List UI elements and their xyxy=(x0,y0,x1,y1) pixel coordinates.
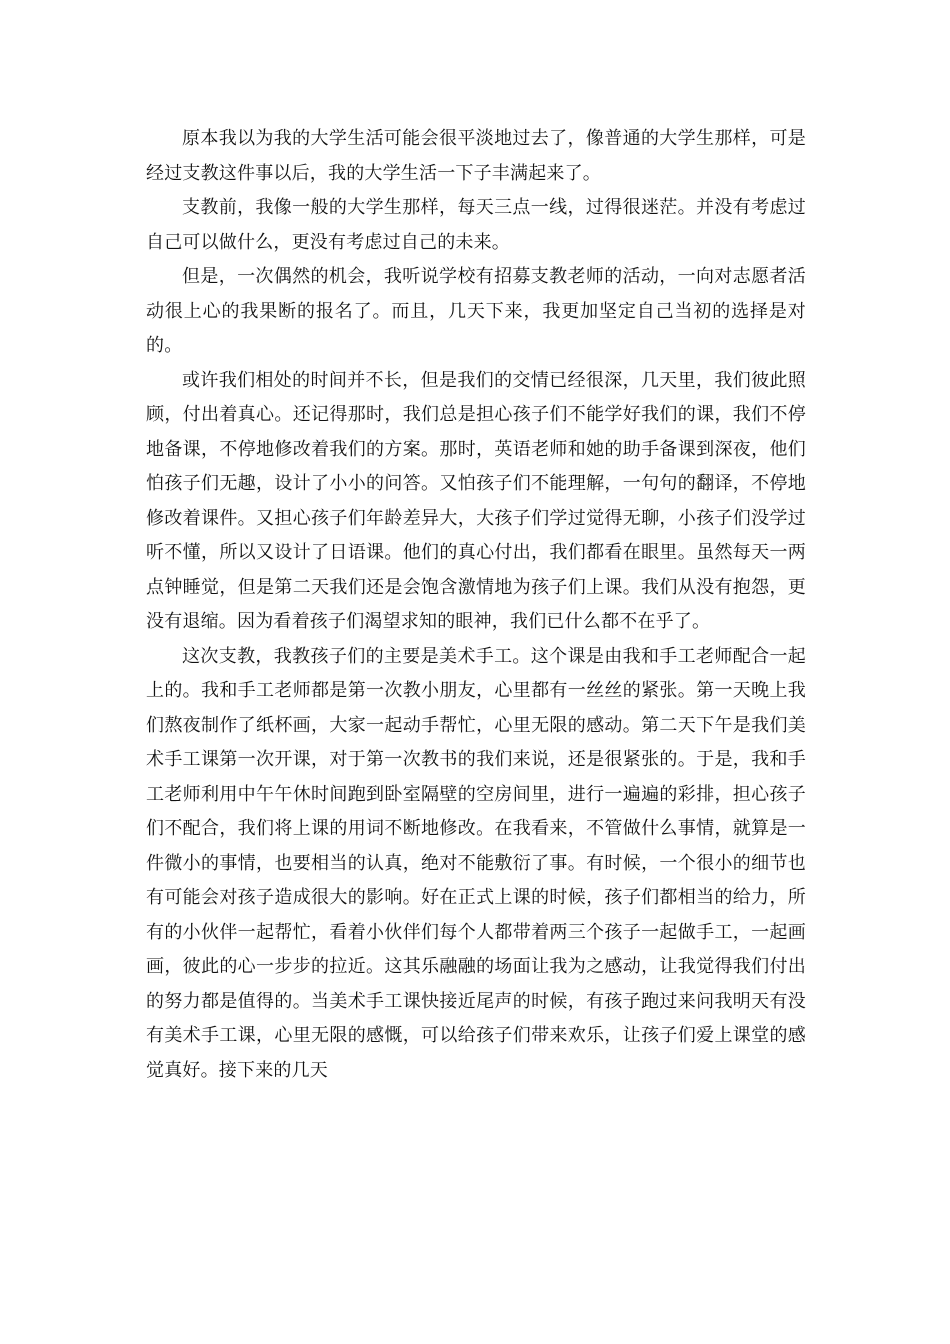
paragraph-1: 原本我以为我的大学生活可能会很平淡地过去了，像普通的大学生那样，可是经过支教这件事以后，我的大学生活一下子丰满起来了。 xyxy=(146,128,806,184)
paragraph-5: 这次支教，我教孩子们的主要是美术手工。这个课是由我和手工老师配合一起上的。我和手工老师都是第一次教小朋友，心里都有一丝丝的紧张。第一天晚上我们熬夜制作了纸杯画，大家一起动手帮忙，心里无限的感动。第二天下午是我们美术手工课第一次开课，对于第一次教书的我们来说，还是很紧张的。于是，我和手工老师利用中午午休时间跑到卧室隔壁的空房间里，进行一遍遍的彩排，担心孩子们不配合，我们将上课的用词不断地修改。在我看来，不管做什么事情，就算是一件微小的事情，也要相当的认真，绝对不能敷衍了事。有时候，一个很小的细节也有可能会对孩子造成很大的影响。好在正式上课的时候，孩子们都相当的给力，所有的小伙伴一起帮忙，看着小伙伴们每个人都带着两三个孩子一起做手工，一起画画，彼此的心一步步的拉近。这其乐融融的场面让我为之感动，让我觉得我们付出的努力都是值得的。当美术手工课快接近尾声的时候，有孩子跑过来问我明天有没有美术手工课，心里无限的感慨，可以给孩子们带来欢乐，让孩子们爱上课堂的感觉真好。接下来的几天 xyxy=(146,645,806,1081)
paragraph-2: 支教前，我像一般的大学生那样，每天三点一线，过得很迷茫。并没有考虑过自己可以做什么，更没有考虑过自己的未来。 xyxy=(146,197,806,253)
paragraph-4: 或许我们相处的时间并不长，但是我们的交情已经很深，几天里，我们彼此照顾，付出着真心。还记得那时，我们总是担心孩子们不能学好我们的课，我们不停地备课，不停地修改着我们的方案。那时，英语老师和她的助手备课到深夜，他们怕孩子们无趣，设计了小小的问答。又怕孩子们不能理解，一句句的翻译，不停地修改着课件。又担心孩子们年龄差异大，大孩子们学过觉得无聊，小孩子们没学过听不懂，所以又设计了日语课。他们的真心付出，我们都看在眼里。虽然每天一两点钟睡觉，但是第二天我们还是会饱含激情地为孩子们上课。我们从没有抱怨，更没有退缩。因为看着孩子们渴望求知的眼神，我们已什么都不在乎了。 xyxy=(146,369,806,632)
paragraph-3: 但是，一次偶然的机会，我听说学校有招募支教老师的活动，一向对志愿者活动很上心的我果断的报名了。而且，几天下来，我更加坚定自己当初的选择是对的。 xyxy=(146,266,806,356)
document-page xyxy=(146,122,806,1088)
